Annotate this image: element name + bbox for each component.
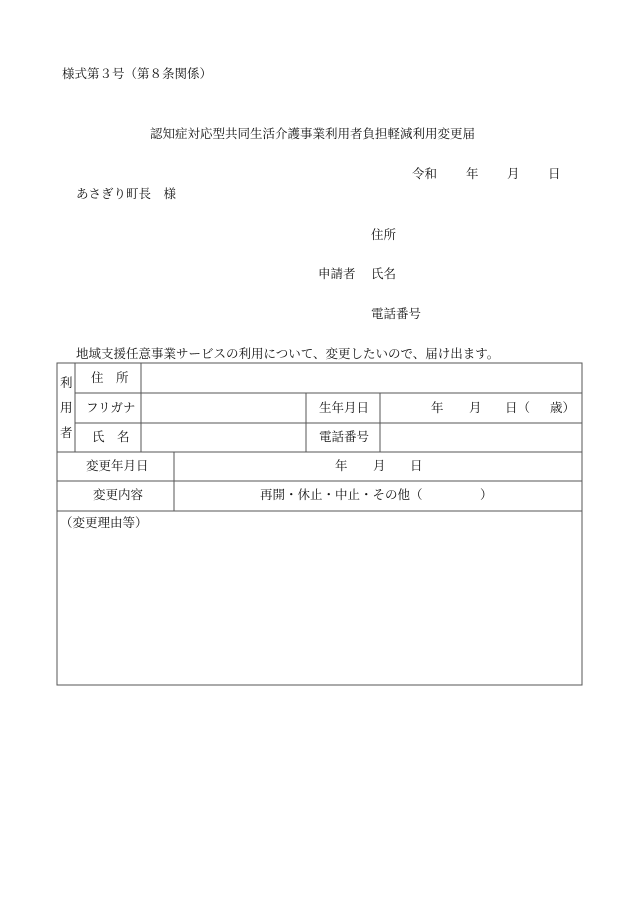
change-content-options[interactable]: 再開・休止・中止・その他（: [260, 487, 423, 502]
date-year-label: 年: [466, 166, 479, 181]
user-group-char-1: 利: [60, 375, 73, 390]
date-day-label: 日: [548, 166, 561, 181]
change-date-label: 変更年月日: [86, 458, 149, 473]
form-number: 様式第３号（第８条関係）: [62, 66, 213, 81]
change-reason-label: （変更理由等）: [60, 515, 148, 530]
birthdate-age-label: 歳）: [550, 400, 576, 415]
user-address-label: 住 所: [91, 370, 129, 385]
change-content-close: ）: [480, 487, 493, 502]
user-furigana-field[interactable]: [142, 394, 305, 422]
change-content-label: 変更内容: [93, 487, 144, 502]
user-name-label: 氏 名: [92, 429, 130, 444]
birthdate-day-label: 日（: [505, 400, 531, 415]
applicant-role-label: 申請者: [318, 266, 356, 281]
user-phone-label: 電話番号: [319, 429, 370, 444]
addressee: あさぎり町長 様: [76, 186, 177, 201]
user-group-char-2: 用: [60, 400, 73, 415]
birthdate-month-label: 月: [469, 400, 482, 415]
document-title: 認知症対応型共同生活介護事業利用者負担軽減利用変更届: [150, 126, 476, 141]
user-furigana-label: フリガナ: [86, 400, 136, 415]
user-phone-field[interactable]: [381, 424, 581, 451]
change-date-day-label: 日: [410, 458, 423, 473]
user-address-field[interactable]: [142, 364, 581, 392]
user-name-field[interactable]: [142, 424, 305, 451]
statement: 地域支援任意事業サービスの利用について、変更したいので、届け出ます。: [76, 346, 500, 361]
change-date-year-label: 年: [335, 458, 348, 473]
date-month-label: 月: [507, 166, 520, 181]
birthdate-year-label: 年: [431, 400, 444, 415]
change-date-month-label: 月: [373, 458, 386, 473]
user-birthdate-label: 生年月日: [319, 400, 370, 415]
applicant-address-label: 住所: [371, 227, 397, 242]
applicant-phone-label: 電話番号: [371, 306, 422, 321]
user-group-char-3: 者: [60, 425, 73, 440]
change-reason-field[interactable]: [58, 532, 581, 684]
date-era: 令和: [412, 166, 438, 181]
applicant-name-label: 氏名: [371, 266, 397, 281]
